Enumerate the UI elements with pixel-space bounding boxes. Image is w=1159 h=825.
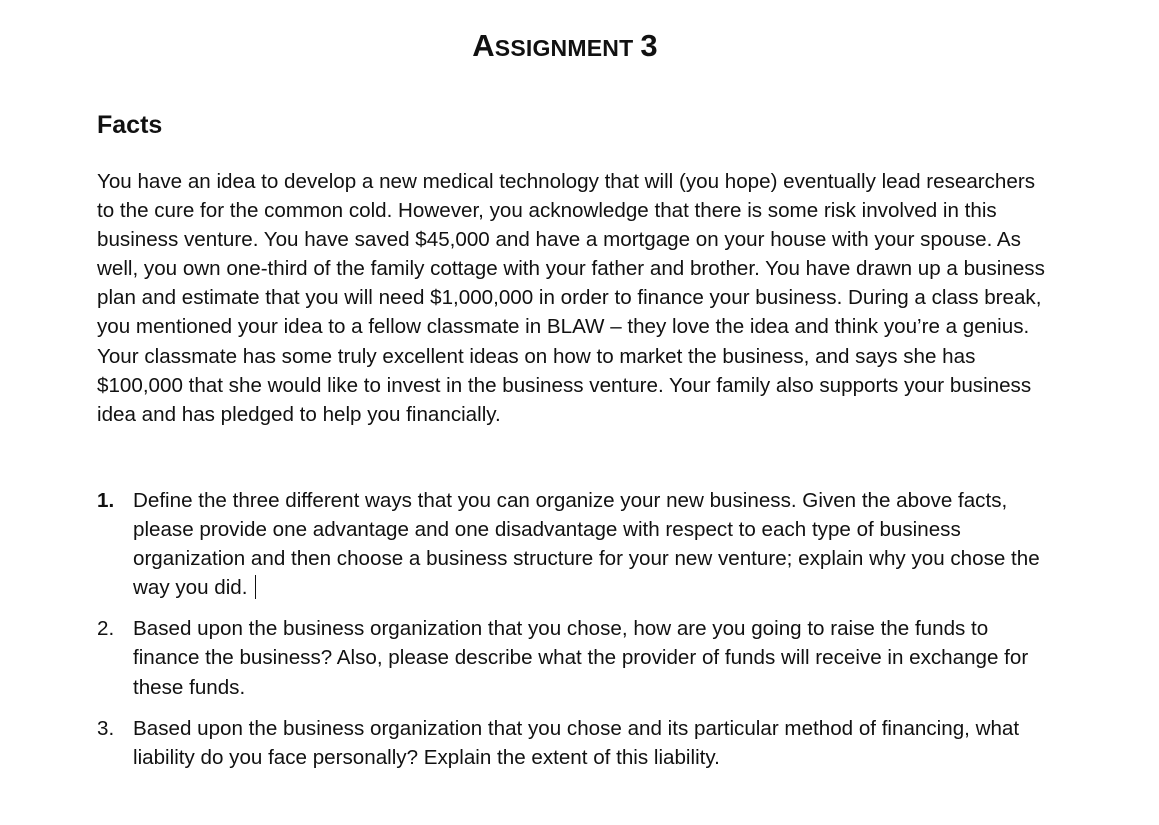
question-text-3[interactable]: Based upon the business organization that you chose and its particular method of financing, what liability do you face personally? Explain the extent of this liability. [133,716,1020,769]
question-text-1[interactable]: Define the three different ways that you can organize your new business. Given the above facts, please provide one advantage and one disadvantage with respect to each type of business organization and then choose a business structure for your new venture; explain why you chose the way you did. [133,489,1040,600]
facts-paragraph[interactable]: You have an idea to develop a new medical technology that will (you hope) eventually lead researchers to the cure for the common cold. However, you acknowledge that there is some risk involved in this business venture. You have saved $45,000 and have a mortgage on your house with your spouse. As well, you own one-third of the family cottage with your father and brother. You have drawn up a business plan and estimate that you will need $1,000,000 in order to finance your business. During a class break, you mentioned your idea to a fellow classmate in BLAW – they love the idea and think you’re a genius. Your classmate has some truly excellent ideas on how to market the business, and says she has $100,000 that she would like to invest in the business venture. Your family also supports your business idea and has pledged to help you financially. [97,170,1045,426]
question-number-1: 1. [97,489,115,512]
title-rest-letters: SSIGNMENT [494,35,634,61]
text-cursor [255,575,256,599]
question-item-1[interactable] [97,486,1057,602]
title-number: 3 [640,28,658,63]
title-lead-letter: A [472,28,495,63]
question-list [97,486,1057,784]
document-title [0,27,1130,67]
question-item-2[interactable] [97,614,1057,701]
question-number-3: 3. [97,716,115,740]
question-text-2[interactable]: Based upon the business organization that you chose, how are you going to raise the funds to finance the business? Also, please describe what the provider of funds will receive in exchange for these funds. [133,617,1029,699]
question-number-2: 2. [97,617,115,641]
question-item-3[interactable] [97,714,1057,772]
section-heading-facts: Facts [97,111,163,139]
